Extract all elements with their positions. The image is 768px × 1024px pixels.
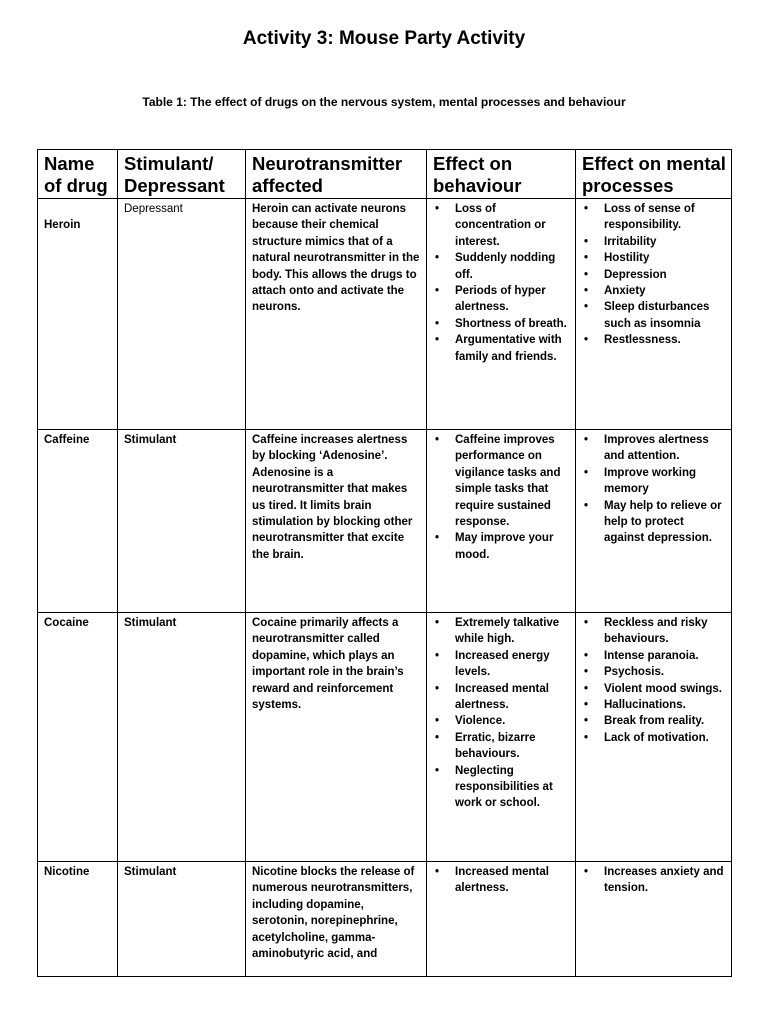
behaviour-cell — [427, 430, 576, 613]
list-item: • Periods of hyper alertness. — [455, 283, 570, 316]
list-item: • Improves alertness and attention. — [604, 432, 726, 465]
list-item: • Violence. — [455, 713, 570, 729]
behaviour-list — [433, 201, 570, 365]
drug-effects-table — [37, 149, 732, 977]
header-drug-name: Name of drug — [38, 150, 118, 199]
list-item: • Break from reality. — [604, 713, 726, 729]
drug-type-cell: Depressant — [118, 199, 246, 430]
list-item: • Anxiety — [604, 283, 726, 299]
mental-cell — [576, 613, 732, 862]
list-item: • Extremely talkative while high. — [455, 615, 570, 648]
list-item: • Erratic, bizarre behaviours. — [455, 730, 570, 763]
mental-list — [582, 615, 726, 746]
neurotransmitter-cell: Caffeine increases alertness by blocking ‘Adenosine’. Adenosine is a neurotransmitter that makes us tired. It limits brain stimulation by blocking other neurotransmitter that excite the brain. — [246, 430, 427, 613]
list-item: • Loss of sense of responsibility. — [604, 201, 726, 234]
list-item: • Increased mental alertness. — [455, 864, 570, 897]
list-item: • Loss of concentration or interest. — [455, 201, 570, 250]
table-caption: Table 1: The effect of drugs on the nervous system, mental processes and behaviour — [142, 95, 626, 109]
list-item: • Hostility — [604, 250, 726, 266]
page-title: Activity 3: Mouse Party Activity — [242, 28, 526, 49]
list-item: • Sleep disturbances such as insomnia — [604, 299, 726, 332]
behaviour-cell — [427, 613, 576, 862]
drug-type-cell: Stimulant — [118, 430, 246, 613]
list-item: • Hallucinations. — [604, 697, 726, 713]
behaviour-list — [433, 432, 570, 563]
mental-list — [582, 432, 726, 547]
drug-type-cell: Stimulant — [118, 613, 246, 862]
drug-name-cell: Caffeine — [38, 430, 118, 613]
list-item: • Argumentative with family and friends. — [455, 332, 570, 365]
list-item: • May help to relieve or help to protect against depression. — [604, 498, 726, 547]
table-row — [38, 430, 732, 613]
header-stimulant-depressant: Stimulant/ Depressant — [118, 150, 246, 199]
header-neurotransmitter: Neurotransmitter affected — [246, 150, 427, 199]
behaviour-list — [433, 864, 570, 897]
list-item: • Shortness of breath. — [455, 316, 570, 332]
neurotransmitter-cell: Heroin can activate neurons because their chemical structure mimics that of a natural neurotransmitter in the body. This allows the drugs to attach onto and activate the neurons. — [246, 199, 427, 430]
behaviour-cell — [427, 199, 576, 430]
mental-list — [582, 864, 726, 897]
table-header-row — [38, 150, 732, 199]
list-item: • Intense paranoia. — [604, 648, 726, 664]
mental-cell — [576, 430, 732, 613]
header-effect-behaviour: Effect on behaviour — [427, 150, 576, 199]
list-item: • Restlessness. — [604, 332, 726, 348]
list-item: • Suddenly nodding off. — [455, 250, 570, 283]
drug-name-cell: Cocaine — [38, 613, 118, 862]
list-item: • Increased energy levels. — [455, 648, 570, 681]
table-row — [38, 862, 732, 977]
behaviour-cell — [427, 862, 576, 977]
list-item: • Reckless and risky behaviours. — [604, 615, 726, 648]
header-effect-mental: Effect on mental processes — [576, 150, 732, 199]
mental-list — [582, 201, 726, 349]
mental-cell — [576, 199, 732, 430]
list-item: • May improve your mood. — [455, 530, 570, 563]
list-item: • Caffeine improves performance on vigilance tasks and simple tasks that require sustained response. — [455, 432, 570, 530]
list-item: • Lack of motivation. — [604, 730, 726, 746]
list-item: • Neglecting responsibilities at work or school. — [455, 763, 570, 812]
list-item: • Irritability — [604, 234, 726, 250]
table-row — [38, 613, 732, 862]
list-item: • Improve working memory — [604, 465, 726, 498]
list-item: • Depression — [604, 267, 726, 283]
table-row — [38, 199, 732, 430]
drug-type-cell: Stimulant — [118, 862, 246, 977]
drug-name-cell: Heroin — [38, 199, 118, 430]
neurotransmitter-cell: Cocaine primarily affects a neurotransmitter called dopamine, which plays an important role in the brain’s reward and reinforcement systems. — [246, 613, 427, 862]
drug-name-cell: Nicotine — [38, 862, 118, 977]
list-item: • Violent mood swings. — [604, 681, 726, 697]
behaviour-list — [433, 615, 570, 812]
mental-cell — [576, 862, 732, 977]
list-item: • Increased mental alertness. — [455, 681, 570, 714]
list-item: • Increases anxiety and tension. — [604, 864, 726, 897]
neurotransmitter-cell: Nicotine blocks the release of numerous neurotransmitters, including dopamine, serotonin, norepinephrine, acetylcholine, gamma-aminobutyric acid, and — [246, 862, 427, 977]
list-item: • Psychosis. — [604, 664, 726, 680]
